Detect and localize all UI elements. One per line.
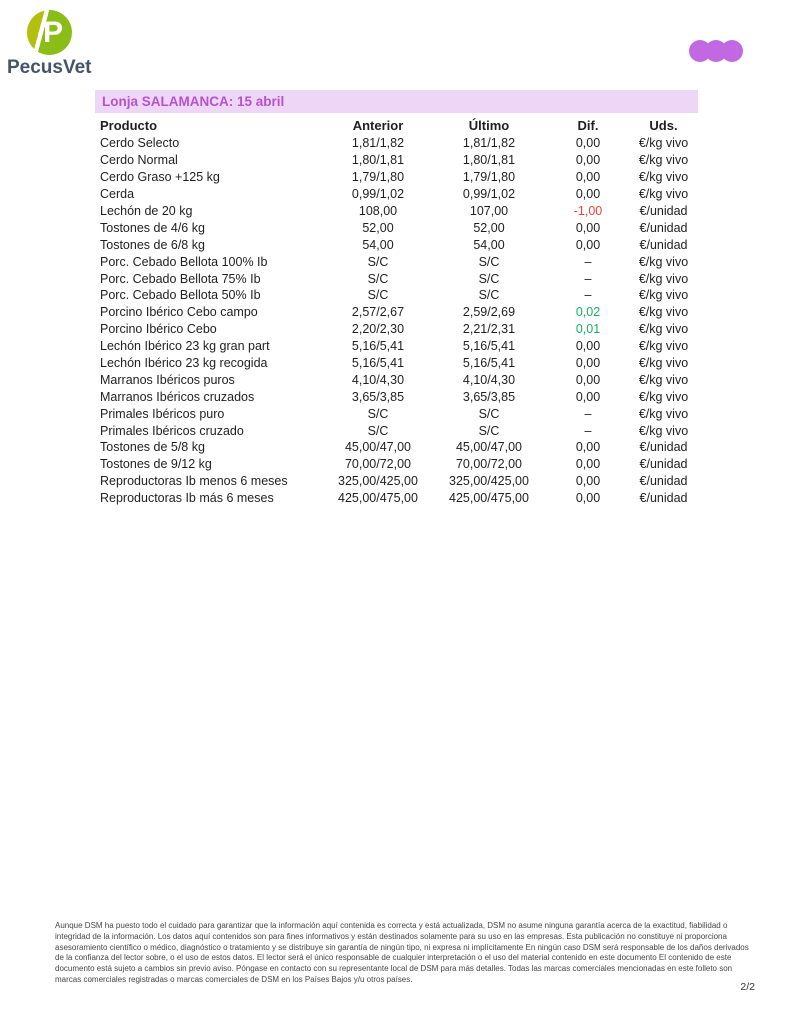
cell-ultimo: 5,16/5,41 [462,356,516,371]
table-row [100,169,698,186]
table-row [100,473,698,490]
cell-anterior: 5,16/5,41 [351,356,405,371]
pecusvet-logo-icon [27,10,72,55]
cell-product: Marranos Ibéricos cruzados [100,389,255,404]
table-row [100,270,698,287]
price-table [100,116,698,507]
table-row [100,355,698,372]
cell-anterior: 425,00/475,00 [338,491,418,506]
cell-dif: 0,00 [575,136,601,151]
cell-anterior: S/C [367,406,389,421]
cell-ultimo: 1,81/1,82 [462,136,516,151]
cell-anterior: 1,79/1,80 [351,170,405,185]
cell-ultimo: 5,16/5,41 [462,339,516,354]
cell-ultimo: 2,21/2,31 [462,322,516,337]
column-header-anterior: Anterior [352,118,404,133]
cell-anterior: 108,00 [358,204,398,218]
logo-p-glyph: P [42,15,63,49]
cell-ultimo: S/C [478,254,500,269]
cell-anterior: 1,81/1,82 [351,136,405,151]
table-row [100,152,698,169]
cell-uds: €/kg vivo [638,322,689,337]
cell-uds: €/kg vivo [638,187,689,202]
decorative-dots [689,40,743,62]
table-row [100,186,698,203]
cell-anterior: 2,57/2,67 [351,305,405,320]
table-row [100,287,698,304]
report-title: Lonja SALAMANCA: 15 abril [102,94,285,109]
cell-uds: €/kg vivo [638,423,689,438]
cell-product: Porcino Ibérico Cebo [100,322,217,337]
table-body [100,135,698,507]
cell-uds: €/kg vivo [638,389,689,404]
cell-anterior: 52,00 [362,220,394,235]
dot-icon [721,40,743,62]
cell-product: Cerdo Graso +125 kg [100,170,220,185]
table-row [100,422,698,439]
cell-dif: – [584,271,592,286]
cell-dif: 0,01 [575,322,601,337]
column-header-dif: Dif. [577,118,599,133]
cell-dif: 0,00 [575,220,601,235]
cell-anterior: S/C [367,288,389,303]
cell-product: Cerdo Selecto [100,136,180,151]
cell-dif: -1,00 [573,204,603,218]
table-row [100,405,698,422]
cell-product: Lechón Ibérico 23 kg recogida [100,356,268,371]
cell-product: Marranos Ibéricos puros [100,372,235,387]
cell-dif: 0,00 [575,474,601,489]
cell-product: Cerda [100,187,135,202]
cell-dif: – [584,406,592,421]
table-row [100,371,698,388]
cell-ultimo: S/C [478,288,500,303]
cell-dif: 0,00 [575,372,601,387]
cell-uds: €/unidad [639,237,688,252]
cell-uds: €/kg vivo [638,153,689,168]
cell-uds: €/kg vivo [638,170,689,185]
cell-product: Tostones de 4/6 kg [100,220,205,235]
cell-anterior: 45,00/47,00 [344,440,412,455]
cell-product: Tostones de 6/8 kg [100,237,205,252]
cell-uds: €/kg vivo [638,356,689,371]
table-row [100,253,698,270]
cell-uds: €/unidad [639,204,688,218]
cell-dif: – [584,254,592,269]
cell-ultimo: 70,00/72,00 [455,457,523,472]
cell-uds: €/kg vivo [638,254,689,269]
cell-dif: 0,00 [575,170,601,185]
cell-uds: €/unidad [639,474,688,489]
cell-dif: 0,00 [575,491,601,506]
cell-anterior: 2,20/2,30 [351,322,405,337]
cell-dif: 0,00 [575,187,601,202]
table-row [100,135,698,152]
cell-product: Primales Ibéricos cruzado [100,423,244,438]
cell-anterior: 70,00/72,00 [344,457,412,472]
cell-ultimo: 3,65/3,85 [462,389,516,404]
table-row [100,219,698,236]
cell-ultimo: S/C [478,271,500,286]
table-row [100,321,698,338]
cell-uds: €/kg vivo [638,372,689,387]
cell-dif: 0,00 [575,440,601,455]
brand-name: PecusVet [7,57,92,78]
page-number: 2/2 [740,981,755,993]
cell-product: Porc. Cebado Bellota 50% Ib [100,288,261,303]
cell-product: Tostones de 9/12 kg [100,457,212,472]
column-header-uds: Uds. [649,118,678,133]
cell-ultimo: 325,00/425,00 [449,474,529,489]
cell-ultimo: 54,00 [473,237,505,252]
cell-anterior: 325,00/425,00 [338,474,418,489]
report-title-banner [95,90,698,113]
cell-product: Reproductoras Ib más 6 meses [100,491,274,506]
cell-uds: €/unidad [639,220,688,235]
cell-anterior: 54,00 [362,237,394,252]
cell-ultimo: 425,00/475,00 [449,491,529,506]
cell-uds: €/unidad [639,491,688,506]
cell-anterior: S/C [367,423,389,438]
cell-ultimo: S/C [478,423,500,438]
table-row [100,236,698,253]
cell-dif: 0,00 [575,457,601,472]
cell-product: Lechón Ibérico 23 kg gran part [100,339,270,354]
cell-anterior: S/C [367,271,389,286]
cell-uds: €/kg vivo [638,271,689,286]
cell-ultimo: 4,10/4,30 [462,372,516,387]
table-row [100,203,698,220]
cell-anterior: 3,65/3,85 [351,389,405,404]
column-header-ultimo: Último [468,118,510,133]
cell-ultimo: 1,80/1,81 [462,153,516,168]
cell-anterior: 0,99/1,02 [351,187,405,202]
cell-uds: €/kg vivo [638,406,689,421]
table-header-row [100,116,698,135]
cell-ultimo: 52,00 [473,220,505,235]
cell-product: Primales Ibéricos puro [100,406,225,421]
cell-dif: – [584,288,592,303]
cell-ultimo: S/C [478,406,500,421]
cell-ultimo: 0,99/1,02 [462,187,516,202]
cell-product: Porcino Ibérico Cebo campo [100,305,258,320]
column-header-producto: Producto [100,118,158,133]
table-row [100,456,698,473]
cell-product: Porc. Cebado Bellota 100% Ib [100,254,268,269]
cell-uds: €/kg vivo [638,288,689,303]
table-row [100,388,698,405]
pecusvet-logo [7,10,92,79]
table-row [100,338,698,355]
cell-ultimo: 45,00/47,00 [455,440,523,455]
cell-uds: €/kg vivo [638,305,689,320]
cell-ultimo: 2,59/2,69 [462,305,516,320]
cell-anterior: 1,80/1,81 [351,153,405,168]
cell-dif: 0,00 [575,153,601,168]
cell-dif: 0,00 [575,339,601,354]
cell-uds: €/kg vivo [638,339,689,354]
cell-anterior: 4,10/4,30 [351,372,405,387]
table-row [100,439,698,456]
cell-product: Tostones de 5/8 kg [100,440,205,455]
table-row [100,304,698,321]
cell-product: Cerdo Normal [100,153,178,168]
cell-product: Porc. Cebado Bellota 75% Ib [100,271,261,286]
cell-product: Lechón de 20 kg [100,204,193,218]
cell-product: Reproductoras Ib menos 6 meses [100,474,288,489]
cell-dif: 0,00 [575,389,601,404]
cell-anterior: S/C [367,254,389,269]
cell-uds: €/kg vivo [638,136,689,151]
cell-dif: 0,00 [575,237,601,252]
cell-uds: €/unidad [639,440,688,455]
cell-ultimo: 107,00 [469,204,509,218]
cell-dif: 0,00 [575,356,601,371]
cell-anterior: 5,16/5,41 [351,339,405,354]
cell-dif: 0,02 [575,305,601,320]
cell-uds: €/unidad [639,457,688,472]
cell-ultimo: 1,79/1,80 [462,170,516,185]
table-row [100,490,698,507]
cell-dif: – [584,423,592,438]
disclaimer-text: Aunque DSM ha puesto todo el cuidado para garantizar que la información aquí contenida es correcta y está actualizada, DSM no asume ninguna garantía acerca de la exactitud, fiabilidad o integridad de la información. Los datos aquí contenidos son para fines informativos y están destinados solamente para su uso en las empresas. Esta publicación no constituye ni proporciona asesoramiento científico o médico, diagnóstico o tratamiento y se distribuye sin garantía de ningún tipo, ni expresa ni implícitamente En ningún caso DSM será responsable de los daños derivados de la confianza del lector sobre, o el uso de estos datos. El lector será el único responsable de cualquier interpretación o el uso del material contenido en este documento El contenido de este documento está sujeto a cambios sin previo aviso. Póngase en contacto con su representante local de DSM para más detalles. Todas las marcas comerciales mencionadas en este folleto son marcas comerciales registradas o marcas comerciales de DSM en los Países Bajos y/u otros países. [55,921,749,984]
